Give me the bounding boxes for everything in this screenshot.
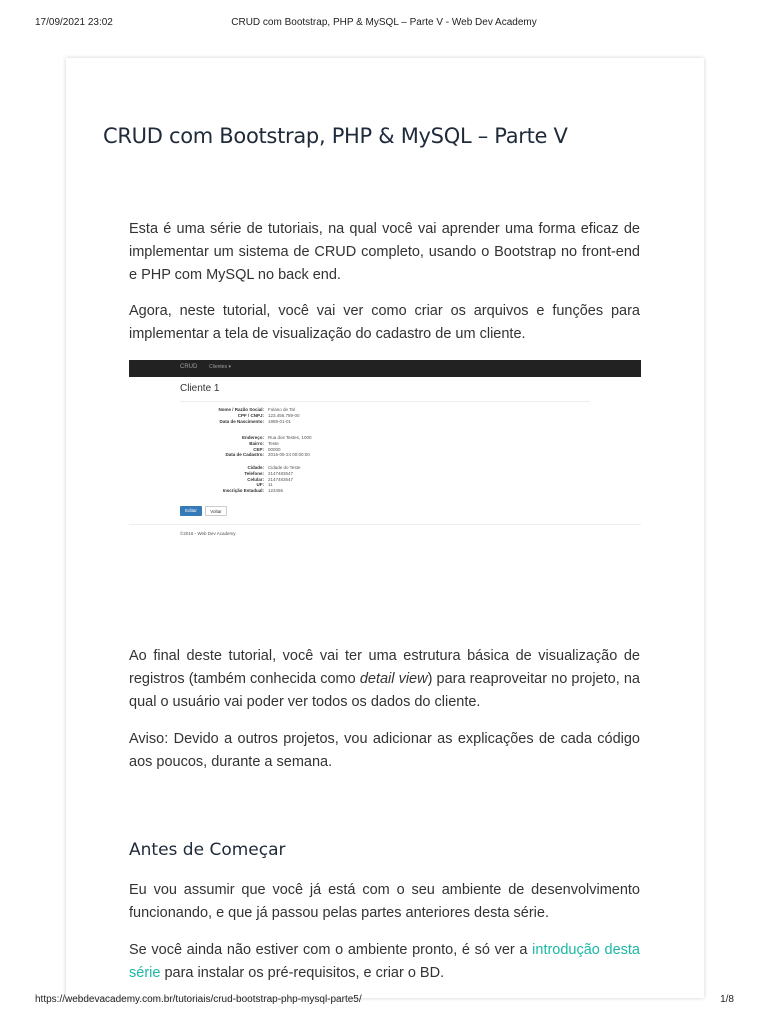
figure-brand: CRUD bbox=[180, 364, 198, 370]
screenshot-figure bbox=[129, 360, 641, 542]
figure-value: Cidade do Teste bbox=[268, 465, 301, 470]
figure-edit-button: Editar bbox=[180, 506, 202, 516]
figure-value: 2147483647 bbox=[268, 470, 294, 476]
paragraph-intro-link-text bbox=[129, 939, 640, 985]
figure-value: 2016-05-24 00:00:00 bbox=[268, 452, 310, 458]
figure-value: 2147483647 bbox=[268, 476, 294, 482]
figure-value: Fulano de Tal bbox=[268, 407, 295, 412]
page-number: 1/8 bbox=[720, 994, 734, 1005]
intro-link-after: para instalar os pré-requisitos, e criar o BD. bbox=[160, 965, 445, 981]
detail-view-after: ) para reaproveitar no projeto, na qual o usuário vai poder ver todos os dados do cliente. bbox=[129, 671, 640, 710]
figure-label: CPF / CNPJ: bbox=[237, 412, 264, 418]
paragraph-detail-view bbox=[129, 645, 640, 714]
figure-value: 11 bbox=[268, 482, 273, 488]
paragraph-tutorial-text: Agora, neste tutorial, você vai ver como criar os arquivos e funções para implementar a tela de visualização do cadastro de um cliente. bbox=[129, 303, 640, 342]
figure-value: Teste bbox=[268, 440, 279, 446]
figure-label: Cidade: bbox=[247, 465, 264, 470]
figure-label: Telefone: bbox=[244, 470, 264, 476]
figure-group-3 bbox=[180, 465, 380, 494]
figure-value: Rua dos Testes, 1000 bbox=[268, 435, 312, 440]
paragraph-environment-text: Eu vou assumir que você já está com o seu ambiente de desenvolvimento funcionando, e que já passou pelas partes anteriores desta série. bbox=[129, 882, 640, 921]
print-url: https://webdevacademy.com.br/tutoriais/crud-bootstrap-php-mysql-parte5/ bbox=[35, 994, 362, 1005]
figure-menu: Clientes ▾ bbox=[209, 364, 231, 370]
print-header bbox=[0, 17, 768, 31]
detail-view-before: Ao final deste tutorial, você vai ter uma estrutura básica de visualização de registros (também conhecida como bbox=[129, 648, 640, 687]
figure-label: UF: bbox=[256, 482, 264, 488]
print-footer bbox=[0, 994, 768, 1008]
figure-label: Nome / Razão Social: bbox=[218, 407, 264, 412]
figure-value: 123456 bbox=[268, 488, 284, 494]
paragraph-intro-text: Esta é uma série de tutoriais, na qual você vai aprender uma forma eficaz de implementar um sistema de CRUD completo, usando o Bootstrap no front-end e PHP com MySQL no back end. bbox=[129, 221, 640, 283]
figure-label: Inscrição Estadual: bbox=[222, 488, 264, 494]
detail-view-term: detail view bbox=[359, 671, 428, 687]
figure-label: Data de Nascimento: bbox=[219, 418, 264, 424]
article-card bbox=[66, 58, 704, 998]
paragraph-notice bbox=[129, 728, 640, 774]
figure-row bbox=[180, 488, 380, 494]
figure-back-button: Voltar bbox=[205, 506, 227, 516]
paragraph-notice-text: Aviso: Devido a outros projetos, vou adicionar as explicações de cada código aos poucos, durante a semana. bbox=[129, 731, 640, 770]
print-datetime: 17/09/2021 23:02 bbox=[35, 17, 113, 28]
figure-label: Endereço: bbox=[241, 435, 264, 440]
print-title: CRUD com Bootstrap, PHP & MySQL – Parte V - Web Dev Academy bbox=[231, 17, 537, 28]
section-heading-antes: Antes de Começar bbox=[129, 840, 286, 860]
figure-row bbox=[180, 452, 380, 458]
figure-value: 123.456.789-00 bbox=[268, 412, 300, 418]
figure-label: Data de Cadastro: bbox=[225, 452, 264, 458]
figure-footer-divider bbox=[129, 524, 641, 525]
figure-navbar bbox=[129, 360, 641, 377]
figure-group-2 bbox=[180, 435, 380, 458]
figure-title: Cliente 1 bbox=[180, 383, 220, 394]
intro-link-before: Se você ainda não estiver com o ambiente pronto, é só ver a bbox=[129, 942, 533, 958]
paragraph-detail-view-text bbox=[129, 645, 640, 714]
figure-row bbox=[180, 419, 380, 425]
paragraph-environment bbox=[129, 879, 640, 925]
article-title: CRUD com Bootstrap, PHP & MySQL – Parte V bbox=[103, 124, 568, 148]
figure-value: 00000 bbox=[268, 446, 281, 452]
figure-label: Bairro: bbox=[249, 440, 264, 446]
figure-footer: ©2016 - Web Dev Academy bbox=[180, 531, 236, 536]
paragraph-intro bbox=[129, 218, 640, 287]
figure-label: Celular: bbox=[247, 476, 264, 482]
paragraph-tutorial bbox=[129, 300, 640, 346]
figure-value: 1989-01-01 bbox=[268, 418, 292, 424]
intro-series-link[interactable]: introdução desta série bbox=[129, 942, 641, 981]
figure-label: CEP: bbox=[253, 446, 264, 452]
paragraph-intro-link bbox=[129, 939, 640, 985]
figure-group-1 bbox=[180, 407, 380, 424]
figure-divider bbox=[180, 401, 590, 402]
